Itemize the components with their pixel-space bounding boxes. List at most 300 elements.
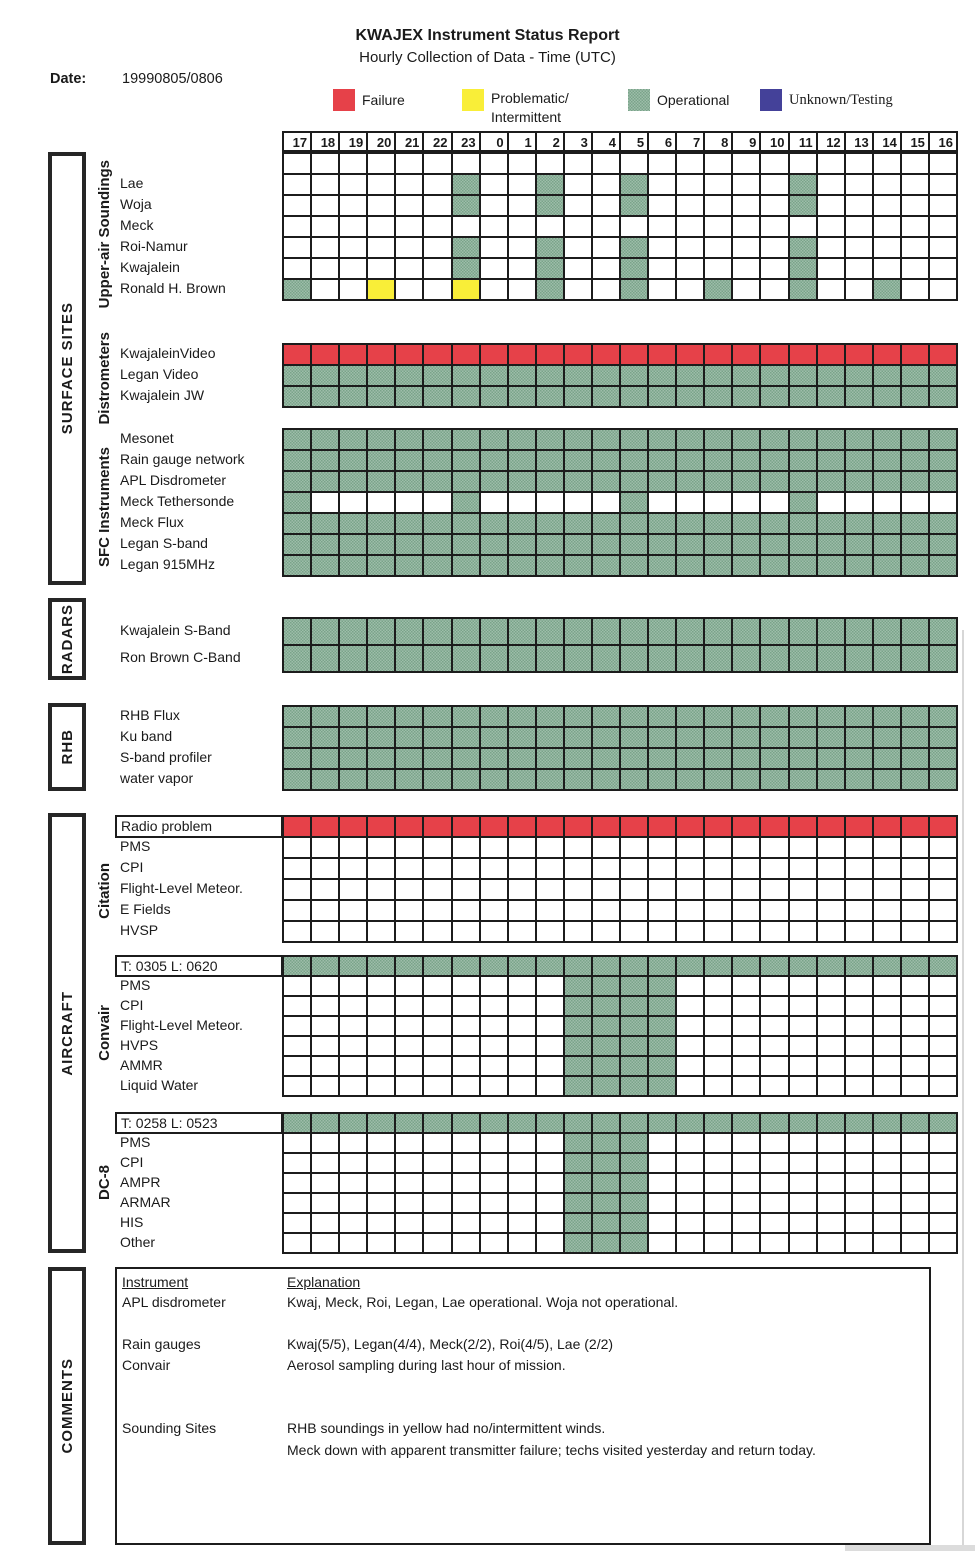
legend-item-problematic — [462, 89, 569, 127]
comment-row — [117, 1336, 929, 1356]
status-cell — [790, 922, 818, 943]
status-cell — [705, 859, 733, 880]
status-cell — [424, 514, 452, 535]
status-cell — [424, 1194, 452, 1214]
status-cell — [649, 535, 677, 556]
status-cell — [453, 430, 481, 451]
status-cell — [509, 238, 537, 259]
status-cell — [930, 280, 958, 301]
status-cell — [593, 977, 621, 997]
status-cell — [481, 1174, 509, 1194]
status-cell — [424, 493, 452, 514]
status-cell — [621, 901, 649, 922]
status-cell — [340, 1017, 368, 1037]
status-cell — [453, 259, 481, 280]
status-cell — [481, 880, 509, 901]
status-cell — [846, 1154, 874, 1174]
status-cell — [846, 707, 874, 728]
row-label: Other — [120, 1234, 156, 1250]
status-cell — [368, 154, 396, 175]
status-cell — [649, 997, 677, 1017]
status-cell — [733, 1017, 761, 1037]
status-cell — [396, 646, 424, 673]
sublabel-text: Citation — [95, 863, 113, 919]
status-cell — [846, 1077, 874, 1097]
status-cell — [368, 619, 396, 646]
row-label: Legan Video — [120, 366, 199, 382]
status-cell — [537, 749, 565, 770]
status-cell — [818, 707, 846, 728]
comments-header-row — [117, 1274, 929, 1294]
status-cell — [340, 345, 368, 366]
status-cell — [761, 619, 789, 646]
status-cell — [368, 1134, 396, 1154]
status-cell — [537, 1017, 565, 1037]
status-cell — [790, 817, 818, 838]
status-cell — [565, 977, 593, 997]
status-cell — [481, 514, 509, 535]
status-cell — [368, 707, 396, 728]
status-cell — [312, 493, 340, 514]
status-cell — [593, 817, 621, 838]
status-cell — [424, 838, 452, 859]
status-cell — [621, 535, 649, 556]
status-cell — [705, 556, 733, 577]
mission-note: Radio problem — [115, 815, 283, 838]
status-cell — [761, 707, 789, 728]
status-cell — [846, 366, 874, 387]
status-cell — [761, 1037, 789, 1057]
status-cell — [481, 1214, 509, 1234]
status-cell — [874, 1077, 902, 1097]
status-cell — [733, 838, 761, 859]
status-cell — [761, 1017, 789, 1037]
status-cell — [818, 770, 846, 791]
status-cell — [621, 280, 649, 301]
status-cell — [565, 1194, 593, 1214]
status-cell — [705, 535, 733, 556]
status-cell — [930, 1194, 958, 1214]
status-cell — [340, 430, 368, 451]
status-cell — [368, 859, 396, 880]
status-cell — [284, 619, 312, 646]
row-label: Ron Brown C-Band — [120, 649, 241, 665]
status-cell — [902, 1057, 930, 1077]
status-cell — [874, 1057, 902, 1077]
status-cell — [481, 728, 509, 749]
status-cell — [874, 238, 902, 259]
status-cell — [761, 556, 789, 577]
status-cell — [312, 387, 340, 408]
hour-label: 4 — [593, 133, 621, 152]
status-cell — [424, 238, 452, 259]
status-cell — [509, 707, 537, 728]
status-cell — [733, 1194, 761, 1214]
status-cell — [340, 217, 368, 238]
status-cell — [509, 1214, 537, 1234]
status-cell — [930, 707, 958, 728]
status-cell — [818, 1077, 846, 1097]
status-cell — [537, 707, 565, 728]
status-cell — [874, 556, 902, 577]
status-cell — [649, 817, 677, 838]
status-cell — [621, 957, 649, 977]
status-cell — [537, 1057, 565, 1077]
status-cell — [677, 259, 705, 280]
status-cell — [593, 238, 621, 259]
hour-label: 22 — [424, 133, 452, 152]
status-cell — [677, 880, 705, 901]
status-cell — [396, 154, 424, 175]
status-cell — [818, 493, 846, 514]
status-cell — [509, 493, 537, 514]
status-cell — [874, 1154, 902, 1174]
status-cell — [733, 957, 761, 977]
status-cell — [537, 997, 565, 1017]
status-cell — [396, 451, 424, 472]
sublabel-text: Upper-air Soundings — [95, 159, 113, 309]
status-cell — [284, 238, 312, 259]
status-cell — [818, 749, 846, 770]
status-cell — [537, 1214, 565, 1234]
status-cell — [396, 838, 424, 859]
status-cell — [453, 175, 481, 196]
row-label: AMPR — [120, 1174, 161, 1190]
status-cell — [930, 1057, 958, 1077]
status-cell — [874, 259, 902, 280]
status-cell — [677, 838, 705, 859]
status-cell — [424, 1174, 452, 1194]
status-cell — [565, 217, 593, 238]
status-cell — [593, 451, 621, 472]
status-cell — [621, 154, 649, 175]
status-cell — [284, 997, 312, 1017]
status-cell — [930, 880, 958, 901]
status-cell — [649, 175, 677, 196]
status-cell — [733, 1037, 761, 1057]
status-cell — [790, 1194, 818, 1214]
row-labels — [120, 152, 226, 299]
status-cell — [621, 922, 649, 943]
status-cell — [509, 196, 537, 217]
status-cell — [705, 451, 733, 472]
status-cell — [902, 259, 930, 280]
status-cell — [537, 1174, 565, 1194]
status-cell — [930, 1134, 958, 1154]
status-cell — [565, 901, 593, 922]
status-cell — [902, 1077, 930, 1097]
status-cell — [705, 646, 733, 673]
status-cell — [565, 817, 593, 838]
status-cell — [312, 1057, 340, 1077]
status-cell — [396, 217, 424, 238]
status-cell — [649, 1194, 677, 1214]
status-cell — [424, 1077, 452, 1097]
status-cell — [453, 493, 481, 514]
status-cell — [340, 880, 368, 901]
status-cell — [368, 728, 396, 749]
group-box-rhb — [48, 703, 86, 791]
comment-explanation: Kwaj, Meck, Roi, Legan, Lae operational. Woja not operational. — [287, 1294, 679, 1310]
status-cell — [705, 259, 733, 280]
status-cell — [874, 1234, 902, 1254]
status-cell — [733, 1077, 761, 1097]
status-cell — [705, 493, 733, 514]
status-cell — [424, 196, 452, 217]
status-cell — [593, 1194, 621, 1214]
status-cell — [790, 1234, 818, 1254]
status-cell — [790, 430, 818, 451]
status-cell — [481, 770, 509, 791]
status-cell — [846, 901, 874, 922]
status-cell — [368, 1057, 396, 1077]
status-cell — [874, 1037, 902, 1057]
status-cell — [930, 977, 958, 997]
status-cell — [818, 451, 846, 472]
status-cell — [705, 1017, 733, 1037]
status-cell — [677, 1077, 705, 1097]
status-cell — [565, 1234, 593, 1254]
status-cell — [649, 1154, 677, 1174]
status-cell — [509, 997, 537, 1017]
status-cell — [509, 880, 537, 901]
status-cell — [509, 922, 537, 943]
comment-row — [117, 1420, 929, 1440]
status-cell — [846, 238, 874, 259]
status-cell — [733, 451, 761, 472]
legend-label: Failure — [362, 92, 405, 108]
status-cell — [453, 957, 481, 977]
status-cell — [481, 1194, 509, 1214]
status-cell — [396, 196, 424, 217]
row-label: Liquid Water — [120, 1077, 199, 1093]
status-cell — [509, 646, 537, 673]
status-cell — [677, 922, 705, 943]
status-cell — [424, 901, 452, 922]
status-cell — [424, 728, 452, 749]
group-label: RADARS — [58, 603, 76, 675]
hour-label: 7 — [677, 133, 705, 152]
status-cell — [340, 1154, 368, 1174]
status-cell — [846, 838, 874, 859]
status-cell — [677, 472, 705, 493]
row-label: KwajaleinVideo — [120, 345, 216, 361]
row-label: Legan S-band — [120, 535, 208, 551]
status-cell — [509, 1114, 537, 1134]
status-cell — [453, 1214, 481, 1234]
status-cell — [930, 838, 958, 859]
status-cell — [593, 175, 621, 196]
status-cell — [930, 1154, 958, 1174]
status-cell — [424, 957, 452, 977]
status-cell — [874, 1174, 902, 1194]
status-cell — [593, 859, 621, 880]
hour-label: 10 — [761, 133, 789, 152]
status-cell — [761, 922, 789, 943]
status-cell — [537, 472, 565, 493]
row-label: CPI — [120, 859, 144, 875]
status-cell — [621, 175, 649, 196]
comment-instrument: APL disdrometer — [122, 1294, 226, 1310]
status-cell — [761, 901, 789, 922]
status-cell — [733, 196, 761, 217]
status-cell — [649, 1114, 677, 1134]
status-cell — [509, 1234, 537, 1254]
status-cell — [565, 1057, 593, 1077]
status-cell — [593, 707, 621, 728]
status-cell — [284, 493, 312, 514]
group-box-comments — [48, 1267, 86, 1545]
status-cell — [453, 1154, 481, 1174]
comments-instrument-header: Instrument — [122, 1274, 189, 1290]
status-cell — [818, 880, 846, 901]
status-cell — [846, 280, 874, 301]
status-cell — [565, 493, 593, 514]
status-cell — [565, 366, 593, 387]
status-cell — [621, 1234, 649, 1254]
status-cell — [424, 880, 452, 901]
status-cell — [930, 430, 958, 451]
status-cell — [846, 619, 874, 646]
status-cell — [453, 345, 481, 366]
status-cell — [481, 1037, 509, 1057]
status-cell — [621, 1077, 649, 1097]
status-cell — [453, 859, 481, 880]
status-cell — [565, 859, 593, 880]
status-cell — [649, 707, 677, 728]
status-cell — [733, 880, 761, 901]
status-cell — [677, 997, 705, 1017]
row-labels — [120, 617, 241, 671]
status-cell — [761, 259, 789, 280]
status-cell — [874, 817, 902, 838]
status-cell — [705, 387, 733, 408]
status-cell — [284, 859, 312, 880]
status-cell — [340, 977, 368, 997]
status-cell — [677, 154, 705, 175]
hour-label: 16 — [930, 133, 958, 152]
status-cell — [565, 728, 593, 749]
status-cell — [368, 1194, 396, 1214]
status-cell — [733, 217, 761, 238]
hour-label: 6 — [649, 133, 677, 152]
status-cell — [537, 901, 565, 922]
status-cell — [621, 1017, 649, 1037]
status-cell — [368, 280, 396, 301]
status-cell — [790, 1174, 818, 1194]
status-cell — [874, 880, 902, 901]
status-cell — [818, 1114, 846, 1134]
status-cell — [818, 175, 846, 196]
status-cell — [565, 514, 593, 535]
comments-explanation-header: Explanation — [287, 1274, 361, 1290]
status-cell — [368, 345, 396, 366]
status-cell — [649, 1174, 677, 1194]
status-cell — [481, 196, 509, 217]
report-subtitle: Hourly Collection of Data - Time (UTC) — [359, 49, 616, 66]
status-cell — [368, 880, 396, 901]
row-label: AMMR — [120, 1057, 163, 1073]
status-cell — [902, 646, 930, 673]
status-cell — [902, 901, 930, 922]
status-cell — [537, 922, 565, 943]
status-grid — [282, 152, 958, 301]
status-cell — [874, 646, 902, 673]
status-cell — [284, 345, 312, 366]
status-cell — [846, 1194, 874, 1214]
status-cell — [593, 1134, 621, 1154]
row-label: water vapor — [120, 770, 194, 786]
status-cell — [761, 770, 789, 791]
status-grid — [282, 815, 958, 943]
status-cell — [396, 238, 424, 259]
status-cell — [930, 817, 958, 838]
status-cell — [818, 1057, 846, 1077]
status-cell — [902, 1154, 930, 1174]
status-cell — [284, 817, 312, 838]
status-cell — [565, 1114, 593, 1134]
status-cell — [537, 1077, 565, 1097]
status-cell — [705, 957, 733, 977]
status-cell — [424, 1214, 452, 1234]
status-cell — [537, 196, 565, 217]
status-cell — [481, 977, 509, 997]
status-cell — [424, 366, 452, 387]
status-cell — [537, 493, 565, 514]
status-cell — [621, 1154, 649, 1174]
status-cell — [396, 1017, 424, 1037]
status-cell — [930, 1077, 958, 1097]
comment-instrument: Convair — [122, 1357, 171, 1373]
status-cell — [396, 1154, 424, 1174]
status-cell — [677, 728, 705, 749]
status-cell — [312, 997, 340, 1017]
status-cell — [284, 154, 312, 175]
status-cell — [537, 838, 565, 859]
status-cell — [481, 997, 509, 1017]
status-cell — [649, 217, 677, 238]
status-cell — [424, 977, 452, 997]
status-cell — [396, 175, 424, 196]
status-cell — [705, 1134, 733, 1154]
status-cell — [312, 859, 340, 880]
status-cell — [312, 728, 340, 749]
mission-note: T: 0305 L: 0620 — [115, 955, 283, 977]
status-cell — [284, 1154, 312, 1174]
status-cell — [677, 957, 705, 977]
status-cell — [537, 817, 565, 838]
status-cell — [509, 175, 537, 196]
status-cell — [677, 1214, 705, 1234]
status-cell — [846, 154, 874, 175]
status-cell — [790, 838, 818, 859]
status-cell — [396, 817, 424, 838]
status-cell — [930, 493, 958, 514]
status-cell — [790, 451, 818, 472]
status-cell — [733, 1057, 761, 1077]
status-cell — [537, 259, 565, 280]
status-cell — [312, 1154, 340, 1174]
row-label: Legan 915MHz — [120, 556, 215, 572]
status-cell — [902, 957, 930, 977]
status-cell — [481, 957, 509, 977]
status-cell — [284, 1214, 312, 1234]
status-cell — [761, 451, 789, 472]
status-cell — [902, 1134, 930, 1154]
status-cell — [761, 1114, 789, 1134]
status-cell — [368, 493, 396, 514]
status-cell — [424, 770, 452, 791]
